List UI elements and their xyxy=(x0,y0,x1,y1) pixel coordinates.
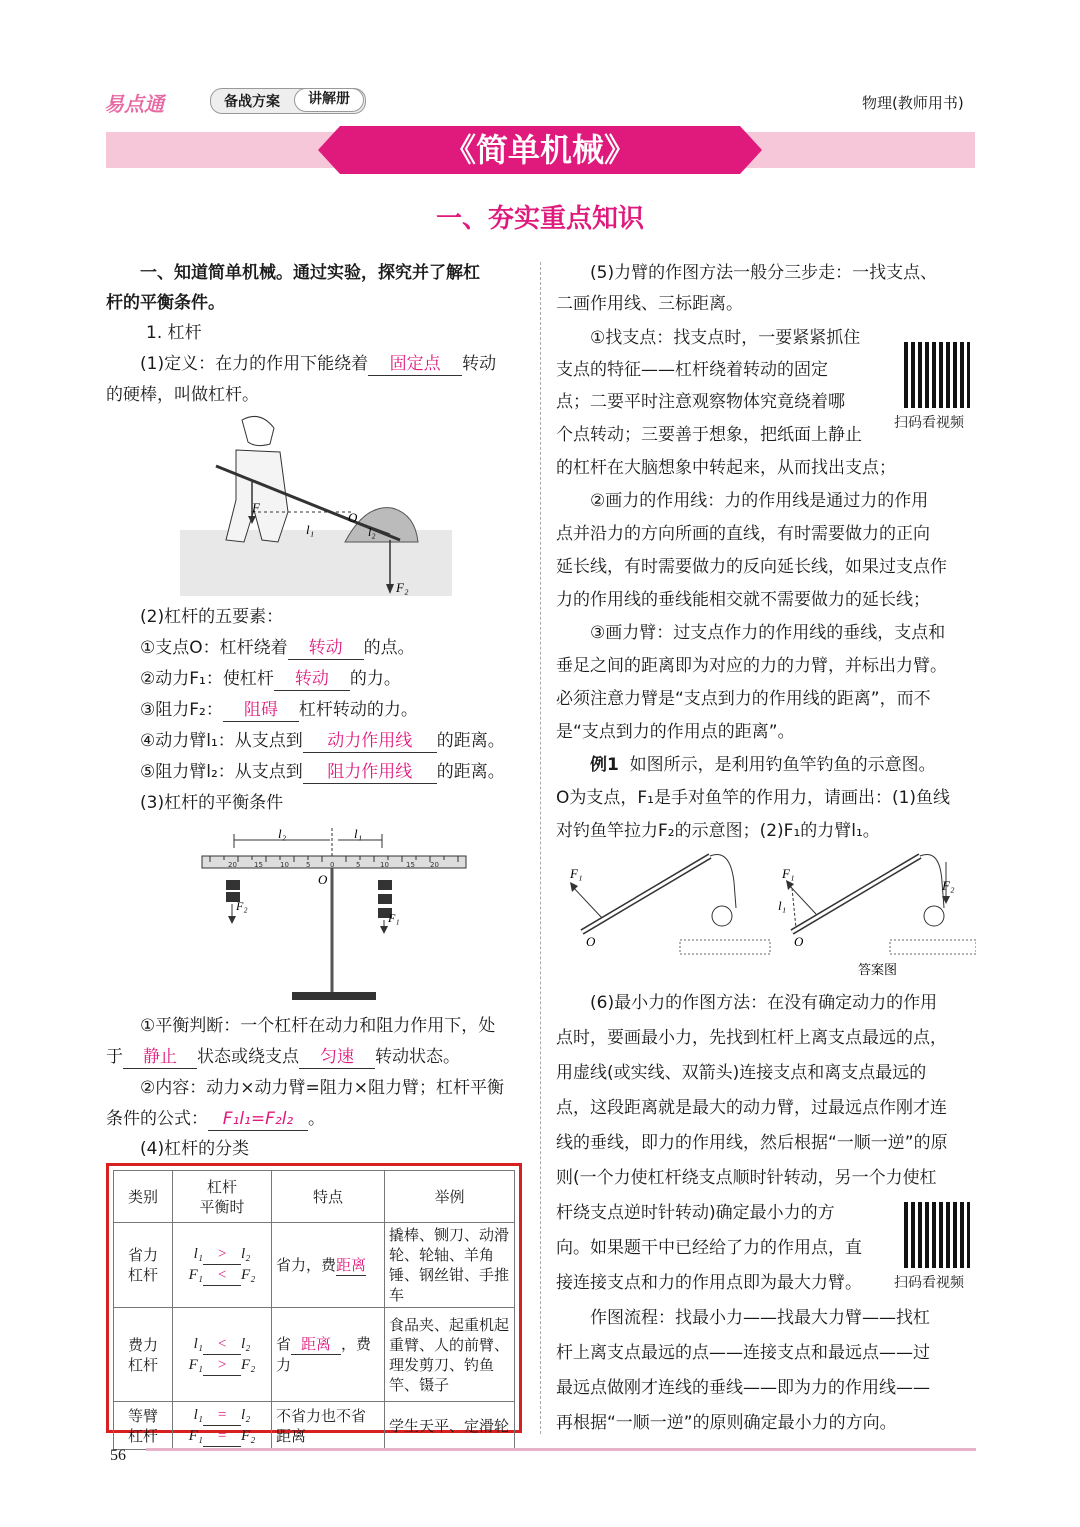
footer-rule xyxy=(146,1448,976,1451)
five-elements-title: (2)杠杆的五要素： xyxy=(140,607,284,627)
row2-feature-post: ，费力 xyxy=(276,1335,372,1374)
classification-table-frame xyxy=(106,1163,522,1445)
lever-person-figure xyxy=(180,412,452,598)
tick-label: 20 xyxy=(228,861,237,869)
row3-l2: l₂ xyxy=(241,1406,251,1423)
el3-answer: 阻碍 xyxy=(223,699,299,722)
definition-line2: 的硬棒，叫做杠杆。 xyxy=(106,385,259,405)
th-balance: 杠杆 平衡时 xyxy=(173,1171,272,1223)
balance-title: (3)杠杆的平衡条件 xyxy=(140,793,284,813)
p5a-line5: 的杠杆在大脑想象中转起来，从而找出支点； xyxy=(556,458,896,478)
element-effort xyxy=(140,668,401,691)
p5b-line2: 点并沿力的方向所画的直线，有时需要做力的正向 xyxy=(556,524,930,544)
row3-F2: F₂ xyxy=(241,1427,256,1444)
qr-caption-1: 扫码看视频 xyxy=(894,415,964,431)
fig1-O: O xyxy=(348,510,358,525)
content-line1: ②内容：动力×动力臂=阻力×阻力臂；杠杆平衡 xyxy=(140,1078,504,1098)
banner-bg-left xyxy=(106,132,336,168)
brand-logo: 易点通 xyxy=(104,92,164,116)
flow-line1: 作图流程：找最小力——找最大力臂——找杠 xyxy=(590,1308,930,1328)
el5-pre: ⑤阻力臂l₂：从支点到 xyxy=(140,762,303,782)
row1-type: 省力 杠杆 xyxy=(114,1223,173,1308)
row3-balance xyxy=(173,1402,272,1450)
row2-example: 食品夹、起重机起重臂、人的前臂、理发剪刀、钓鱼竿、镊子 xyxy=(385,1308,515,1402)
row1-feature xyxy=(272,1223,385,1308)
p5-line2: 二画作用线、三标距离。 xyxy=(556,294,743,314)
flow-line3: 最远点做刚才连线的垂线——即为力的作用线—— xyxy=(556,1378,930,1398)
tick-label: 10 xyxy=(380,861,389,869)
p6-line2: 点时，要画最小力，先找到杠杆上离支点最远的点， xyxy=(556,1028,947,1048)
example-text-1: 如图所示，是利用钓鱼竿钓鱼的示意图。 xyxy=(629,755,936,775)
qr-caption-2: 扫码看视频 xyxy=(894,1275,964,1291)
el1-post: 的点。 xyxy=(363,638,415,658)
content-formula: F₁l₁=F₂l₂ xyxy=(208,1108,308,1131)
column-divider xyxy=(540,262,541,1434)
row3-rel1: = xyxy=(203,1405,241,1426)
fig3-O: O xyxy=(586,934,596,949)
p6-line9: 接连接支点和力的作用点即为最大力臂。 xyxy=(556,1273,862,1293)
el3-pre: ③阻力F₂： xyxy=(140,700,223,720)
el4-post: 的距离。 xyxy=(436,731,505,751)
p5b-line4: 力的作用线的垂线能相交就不需要做力的延长线； xyxy=(556,590,930,610)
section-title: 一、夯实重点知识 xyxy=(435,204,644,234)
p6-line7: 杆绕支点逆时针转动)确定最小力的方 xyxy=(556,1203,835,1223)
p5a-line4: 个点转动；三要善于想象，把纸面上静止 xyxy=(556,425,862,445)
row3-F1: F₁ xyxy=(188,1427,203,1444)
judge-mid: 状态或绕支点 xyxy=(197,1047,299,1067)
el2-pre: ②动力F₁：使杠杆 xyxy=(140,669,274,689)
judge-line1: ①平衡判断：一个杠杆在动力和阻力作用下，处 xyxy=(140,1016,496,1036)
tick-label: 10 xyxy=(280,861,289,869)
el1-pre: ①支点O：杠杆绕着 xyxy=(140,638,288,658)
row1-rel1: > xyxy=(203,1244,241,1265)
row2-F1: F₁ xyxy=(188,1356,203,1373)
row2-rel1: < xyxy=(203,1334,241,1355)
element-resistance-arm xyxy=(140,761,505,784)
p5a-line2: 支点的特征——杠杆绕着转动的固定 xyxy=(556,360,828,380)
th-example: 举例 xyxy=(385,1171,515,1223)
tick-label: 20 xyxy=(430,861,439,869)
fig2-F2: F₂ xyxy=(236,899,248,913)
p5c-line3: 必须注意力臂是“支点到力的作用线的距离”，而不 xyxy=(556,689,931,709)
example-line3: 对钓鱼竿拉力F₂的示意图；(2)F₁的力臂l₁。 xyxy=(556,821,880,841)
fig3-F1: F₁ xyxy=(570,866,583,881)
fig2-l1: l₁ xyxy=(354,826,363,841)
row2-l1: l₁ xyxy=(193,1335,203,1352)
judge-answer-1: 静止 xyxy=(123,1046,197,1069)
def-post: 转动 xyxy=(462,354,497,374)
p5c-line4: 是“支点到力的作用点的距离”。 xyxy=(556,722,795,742)
row1-l1: l₁ xyxy=(193,1246,203,1262)
flow-line2: 杆上离支点最远的点——连接支点和最远点——过 xyxy=(556,1343,930,1363)
classification-table xyxy=(113,1170,515,1450)
p6-line5: 线的垂线，即力的作用线，然后根据“一顺一逆”的原 xyxy=(556,1133,948,1153)
qr-code-2[interactable] xyxy=(904,1202,970,1268)
edition-badge-left: 备战方案 xyxy=(224,94,280,110)
row3-example: 学生天平、定滑轮 xyxy=(385,1402,515,1450)
el4-pre: ④动力臂l₁：从支点到 xyxy=(140,731,303,751)
el4-answer: 动力作用线 xyxy=(303,730,437,753)
row1-feature-answer: 距离 xyxy=(336,1255,367,1274)
p5c-line1: ③画力臂：过支点作力的作用线的垂线，支点和 xyxy=(590,623,946,643)
item1-label: 1. 杠杆 xyxy=(146,323,202,343)
row2-type: 费力 杠杆 xyxy=(114,1308,173,1402)
p5a-line3: 点；二要平时注意观察物体究竟绕着哪 xyxy=(556,392,845,412)
element-effort-arm xyxy=(140,730,505,753)
banner-bg-right xyxy=(745,132,975,168)
row1-example: 撬棒、铡刀、动滑轮、轮轴、羊角锤、钢丝钳、手推车 xyxy=(385,1223,515,1308)
p5c-line2: 垂足之间的距离即为对应的力的力臂，并标出力臂。 xyxy=(556,656,947,676)
judge-answer-2: 匀速 xyxy=(299,1046,375,1069)
row3-rel2: = xyxy=(203,1426,241,1447)
row1-balance xyxy=(173,1223,272,1308)
tick-label: 0 xyxy=(330,861,335,869)
def-answer: 固定点 xyxy=(368,353,462,376)
row1-F2: F₂ xyxy=(241,1267,256,1283)
row2-l2: l₂ xyxy=(241,1335,251,1352)
fig3-caption: 答案图 xyxy=(858,963,898,978)
left-heading-1: 一、知道简单机械。通过实验，探究并了解杠 xyxy=(140,263,480,283)
element-fulcrum xyxy=(140,637,415,660)
fig2-O: O xyxy=(318,872,328,887)
row2-feature-answer: 距离 xyxy=(291,1334,341,1355)
element-resistance xyxy=(140,699,418,722)
el2-answer: 转动 xyxy=(274,668,350,691)
row2-balance xyxy=(173,1308,272,1402)
el3-post: 杠杆转动的力。 xyxy=(298,700,418,720)
banner-title: 《简单机械》 xyxy=(443,131,636,169)
fig2-F1: F₁ xyxy=(388,911,400,925)
p6-line3: 用虚线(或实线、双箭头)连接支点和离支点最远的 xyxy=(556,1063,927,1083)
content-post: 。 xyxy=(308,1109,325,1129)
tick-label: 15 xyxy=(406,861,415,869)
flow-line4: 再根据“一顺一逆”的原则确定最小力的方向。 xyxy=(556,1413,897,1433)
el5-answer: 阻力作用线 xyxy=(303,761,437,784)
row1-feature-pre: 省力，费 xyxy=(276,1255,337,1274)
fig2-l2: l₂ xyxy=(278,826,287,841)
tick-label: 5 xyxy=(356,861,361,869)
content-pre: 条件的公式： xyxy=(106,1109,208,1129)
judge-post: 转动状态。 xyxy=(375,1047,460,1067)
class-title: (4)杠杆的分类 xyxy=(140,1139,250,1159)
p5-line1: (5)力臂的作图方法一般分三步走：一找支点、 xyxy=(590,263,938,283)
row1-l2: l₂ xyxy=(241,1246,251,1262)
p6-line8: 向。如果题干中已经给了力的作用点，直 xyxy=(556,1238,862,1258)
definition-line1 xyxy=(140,353,496,376)
fig1-F: F xyxy=(252,500,260,515)
row2-rel2: > xyxy=(203,1355,241,1376)
th-feature: 特点 xyxy=(272,1171,385,1223)
row2-feature-pre: 省 xyxy=(276,1335,292,1353)
el5-post: 的距离。 xyxy=(436,762,505,782)
subject-label: 物理(教师用书) xyxy=(862,94,964,112)
p6-line4: 点，这段距离就是最大的动力臂，过最远点作刚才连 xyxy=(556,1098,947,1118)
el2-post: 的力。 xyxy=(349,669,401,689)
fig3-F1b: F₁ xyxy=(782,866,795,881)
fig3-O2: O xyxy=(794,934,804,949)
fig1-F2: F₂ xyxy=(396,580,409,595)
example-line2: O为支点，F₁是手对鱼竿的作用力，请画出：(1)鱼线 xyxy=(556,788,951,808)
th-type: 类别 xyxy=(114,1171,173,1223)
p5a-line1: ①找支点：找支点时，一要紧紧抓住 xyxy=(590,328,861,348)
row3-l1: l₁ xyxy=(193,1406,203,1423)
edition-badge-right: 讲解册 xyxy=(294,88,364,112)
fishing-rod-figure xyxy=(560,852,976,982)
el1-answer: 转动 xyxy=(288,637,364,660)
def-pre: (1)定义：在力的作用下能绕着 xyxy=(140,354,369,374)
row2-feature xyxy=(272,1308,385,1402)
fig3-F2: F₂ xyxy=(942,878,955,893)
judge-line2 xyxy=(106,1046,460,1069)
p5b-line1: ②画力的作用线：力的作用线是通过力的作用 xyxy=(590,491,929,511)
row2-F2: F₂ xyxy=(241,1356,256,1373)
fig1-l2: l₂ xyxy=(368,525,376,539)
judge-pre: 于 xyxy=(106,1047,123,1067)
row1-rel2: < xyxy=(203,1265,241,1286)
p6-line6: 则(一个力使杠杆绕支点顺时针转动，另一个力使杠 xyxy=(556,1168,937,1188)
tick-label: 5 xyxy=(306,861,311,869)
balance-lever-figure xyxy=(196,826,472,1006)
example-line1 xyxy=(590,754,936,776)
row3-feature: 不省力也不省距离 xyxy=(272,1402,385,1450)
page-number: 56 xyxy=(110,1447,126,1464)
p6-line1: (6)最小力的作图方法：在没有确定动力的作用 xyxy=(590,993,938,1013)
tick-label: 15 xyxy=(254,861,263,869)
row3-type: 等臂 杠杆 xyxy=(114,1402,173,1450)
example-label: 例1 xyxy=(590,755,619,775)
fig1-l1: l₁ xyxy=(306,522,315,537)
content-line2 xyxy=(106,1108,325,1131)
p5b-line3: 延长线，有时需要做力的反向延长线，如果过支点作 xyxy=(556,557,947,577)
row1-F1: F₁ xyxy=(188,1267,203,1283)
left-heading-2: 杆的平衡条件。 xyxy=(106,293,225,313)
qr-code-1[interactable] xyxy=(904,342,970,408)
fig3-l1: l₁ xyxy=(778,898,787,913)
